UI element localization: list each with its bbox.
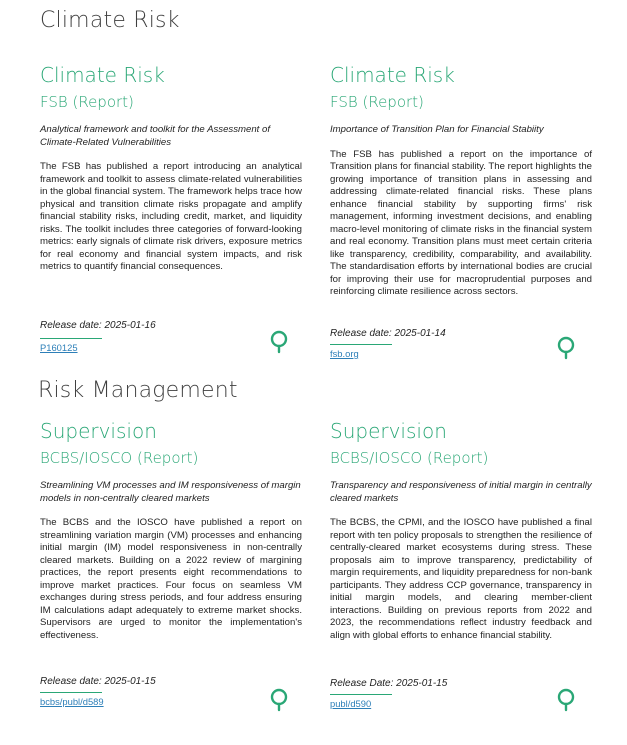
report-card [40, 62, 302, 362]
map-pin-icon[interactable] [269, 330, 289, 354]
report-link[interactable]: fsb.org [330, 348, 359, 359]
report-link[interactable]: bcbs/publ/d589 [40, 696, 104, 707]
card-category: Climate Risk [330, 63, 455, 87]
card-subtitle: Importance of Transition Plan for Financial Stabiity [330, 124, 544, 135]
card-category: Supervision [40, 419, 157, 443]
card-category: Climate Risk [40, 63, 165, 87]
map-pin-icon[interactable] [556, 688, 576, 712]
card-body: The FSB has published a report on the importance of Transition plans for financial stability. The report highlights the growing importance of transition plans in assessing and addressing climate-related financial risks. These plans enhance financial stability by supporting firms' risk management, informing investment decisions, and enabling macro-level monitoring of climate risks in the financial system and real economy. Transition plans must meet certain criteria like transparency, credibility, comparability, and availability. The standardisation efforts by international bodies are crucial for improving their use for macroprudential purposes and reinforcing climate resilience across sectors. [330, 148, 592, 297]
report-card [330, 418, 592, 718]
report-link[interactable]: publ/d590 [330, 698, 372, 709]
link-divider [330, 694, 392, 695]
card-subtitle: Transparency and responsiveness of initial margin in centrally cleared markets [330, 480, 592, 504]
release-date: Release date: 2025-01-14 [330, 328, 446, 339]
report-card [40, 418, 302, 718]
card-source: BCBS/IOSCO (Report) [40, 449, 199, 467]
map-pin-icon[interactable] [269, 688, 289, 712]
report-link[interactable]: P160125 [40, 342, 78, 353]
release-date: Release Date: 2025-01-15 [330, 678, 448, 689]
card-subtitle: Analytical framework and toolkit for the Assessment of Climate-Related Vulnerabilities [40, 124, 270, 148]
release-date: Release date: 2025-01-15 [40, 676, 156, 687]
link-divider [40, 692, 102, 693]
section-heading-risk-management: Risk Management [38, 378, 238, 403]
card-category: Supervision [330, 419, 447, 443]
link-divider [40, 338, 102, 339]
card-body: The FSB has published a report introducing an analytical framework and toolkit to assess climate-related vulnerabilities in the global financial system. The framework helps trace how physical and transition climate risks propagate and amplify financial stability risks, including credit, market, and liquidity risks. The toolkit includes three categories of forward-looking metrics: early signals of climate risk drivers, exposure metrics for real economy and financial system impacts, and risk metrics to quantify financial consequences. [40, 161, 302, 272]
section-heading-climate-risk: Climate Risk [40, 8, 180, 33]
card-body: The BCBS and the IOSCO have published a report on streamlining variation margin (VM) processes and enhancing initial margin (IM) model responsiveness in non-centrally cleared markets. Building on a 2022 review of margining practices, the report presents eight recommendations to improve market practices. Four focus on seamless VM exchanges during stress periods, and four address ensuring IM calculations adapt adequately to extreme market shocks. Supervisors are urged to monitor the implementation's effectiveness. [40, 517, 302, 641]
release-date: Release date: 2025-01-16 [40, 320, 156, 331]
card-source: FSB (Report) [40, 93, 134, 111]
card-body: The BCBS, the CPMI, and the IOSCO have published a final report with ten policy proposals to strengthen the resilience of centrally-cleared market ecosystems during stress. These proposals aim to improve transparency, predictability of margin requirements, and liquidity preparedness for non-bank participants. They address CCP governance, transparency in initial margin models, and clearing member-client interactions. Building on previous reports from 2022 and 2023, the recommendations reflect industry feedback and align with global efforts to enhance financial stability. [330, 517, 592, 641]
card-source: BCBS/IOSCO (Report) [330, 449, 489, 467]
card-subtitle: Streamlining VM processes and IM responsiveness of margin models in non-centrally cleared markets [40, 480, 301, 504]
report-card [330, 62, 592, 362]
card-source: FSB (Report) [330, 93, 424, 111]
map-pin-icon[interactable] [556, 336, 576, 360]
link-divider [330, 344, 392, 345]
